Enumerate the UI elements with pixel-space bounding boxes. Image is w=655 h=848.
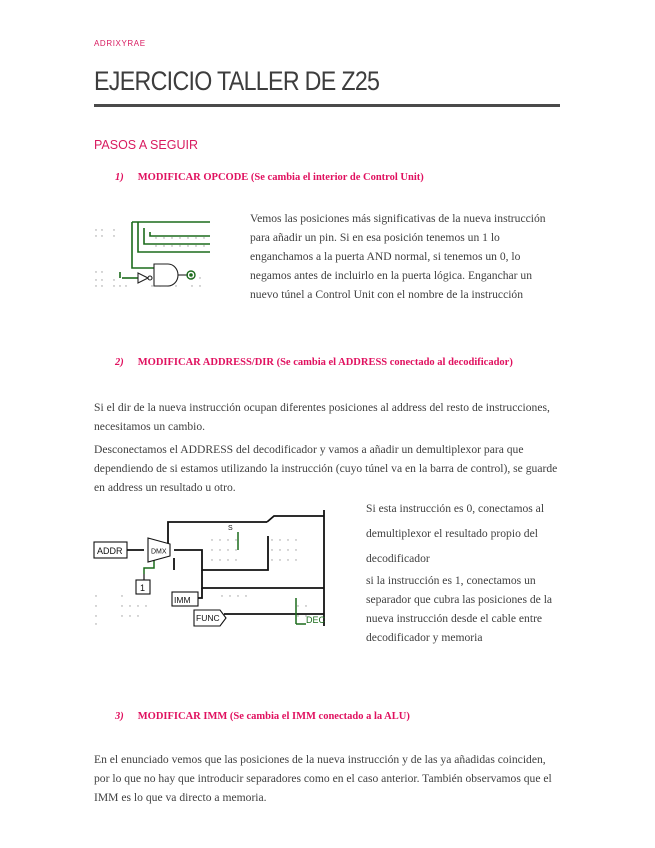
opcode-circuit-diagram xyxy=(92,218,210,292)
step-1-heading xyxy=(115,172,424,183)
step-3-title: MODIFICAR IMM (Se cambia el IMM conectado a la ALU) xyxy=(137,711,410,722)
step-1-description: Vemos las posiciones más significativas de la nueva instrucción para añadir un pin. Si en esa posición tenemos un 1 lo enganchamos a la puerta AND normal, si tenemos un 0, lo negamos antes de incluirlo en la puerta lógica. Enganchar un nuevo túnel a Control Unit con el nombre de la instrucción xyxy=(250,212,546,301)
address-circuit-diagram xyxy=(92,510,332,630)
title-divider xyxy=(94,104,560,107)
step-3-heading xyxy=(115,711,410,722)
step-2-number: 2) xyxy=(115,357,124,368)
select-tunnel-label: S xyxy=(228,525,233,532)
step-2-paragraph-1: Si el dir de la nueva instrucción ocupan diferentes posiciones al address del resto de instrucciones, necesitamos un cambio. xyxy=(94,401,550,433)
addr-pin-label: ADDR xyxy=(97,546,123,556)
dec-tunnel-label: DEC xyxy=(306,615,326,625)
output-pin-center xyxy=(189,273,193,277)
step-3-number: 3) xyxy=(115,711,124,722)
step-3-description: En el enunciado vemos que las posiciones de la nueva instrucción y de las ya añadidas coinciden, por lo que no hay que introducir separadores como en el caso anterior. También observamos que el IMM es lo que va directo a memoria. xyxy=(94,753,552,804)
author-label: ADRIXYRAE xyxy=(94,39,146,48)
page-title: EJERCICIO TALLER DE Z25 xyxy=(94,66,380,96)
step-2-side-text-1: Si esta instrucción es 0, conectamos al demultiplexor el resultado propio del decodificador xyxy=(366,502,545,565)
step-2-title: MODIFICAR ADDRESS/DIR (Se cambia el ADDRESS conectado al decodificador) xyxy=(137,357,513,368)
black-wires xyxy=(127,510,324,626)
step-2-side-text-2: si la instrucción es 1, conectamos un separador que cubra las posiciones de la nueva instrucción desde el cable entre decodificador y memoria xyxy=(366,574,553,644)
imm-tunnel-label: IMM xyxy=(174,595,191,605)
step-2-heading xyxy=(115,357,513,368)
constant-one-label: 1 xyxy=(140,583,146,593)
demultiplexer-label: DMX xyxy=(151,548,167,556)
step-1-title: MODIFICAR OPCODE (Se cambia el interior de Control Unit) xyxy=(137,172,424,183)
step-1-number: 1) xyxy=(115,172,124,183)
func-tunnel-label: FUNC xyxy=(196,613,220,623)
step-2-paragraph-2: Desconectamos el ADDRESS del decodificador y vamos a añadir un demultiplexor para que dependiendo de si estamos utilizando la instrucción (cuyo túnel va en la barra de control), se guarde en address un resultado u otro. xyxy=(94,443,558,494)
section-heading: PASOS A SEGUIR xyxy=(94,138,198,152)
